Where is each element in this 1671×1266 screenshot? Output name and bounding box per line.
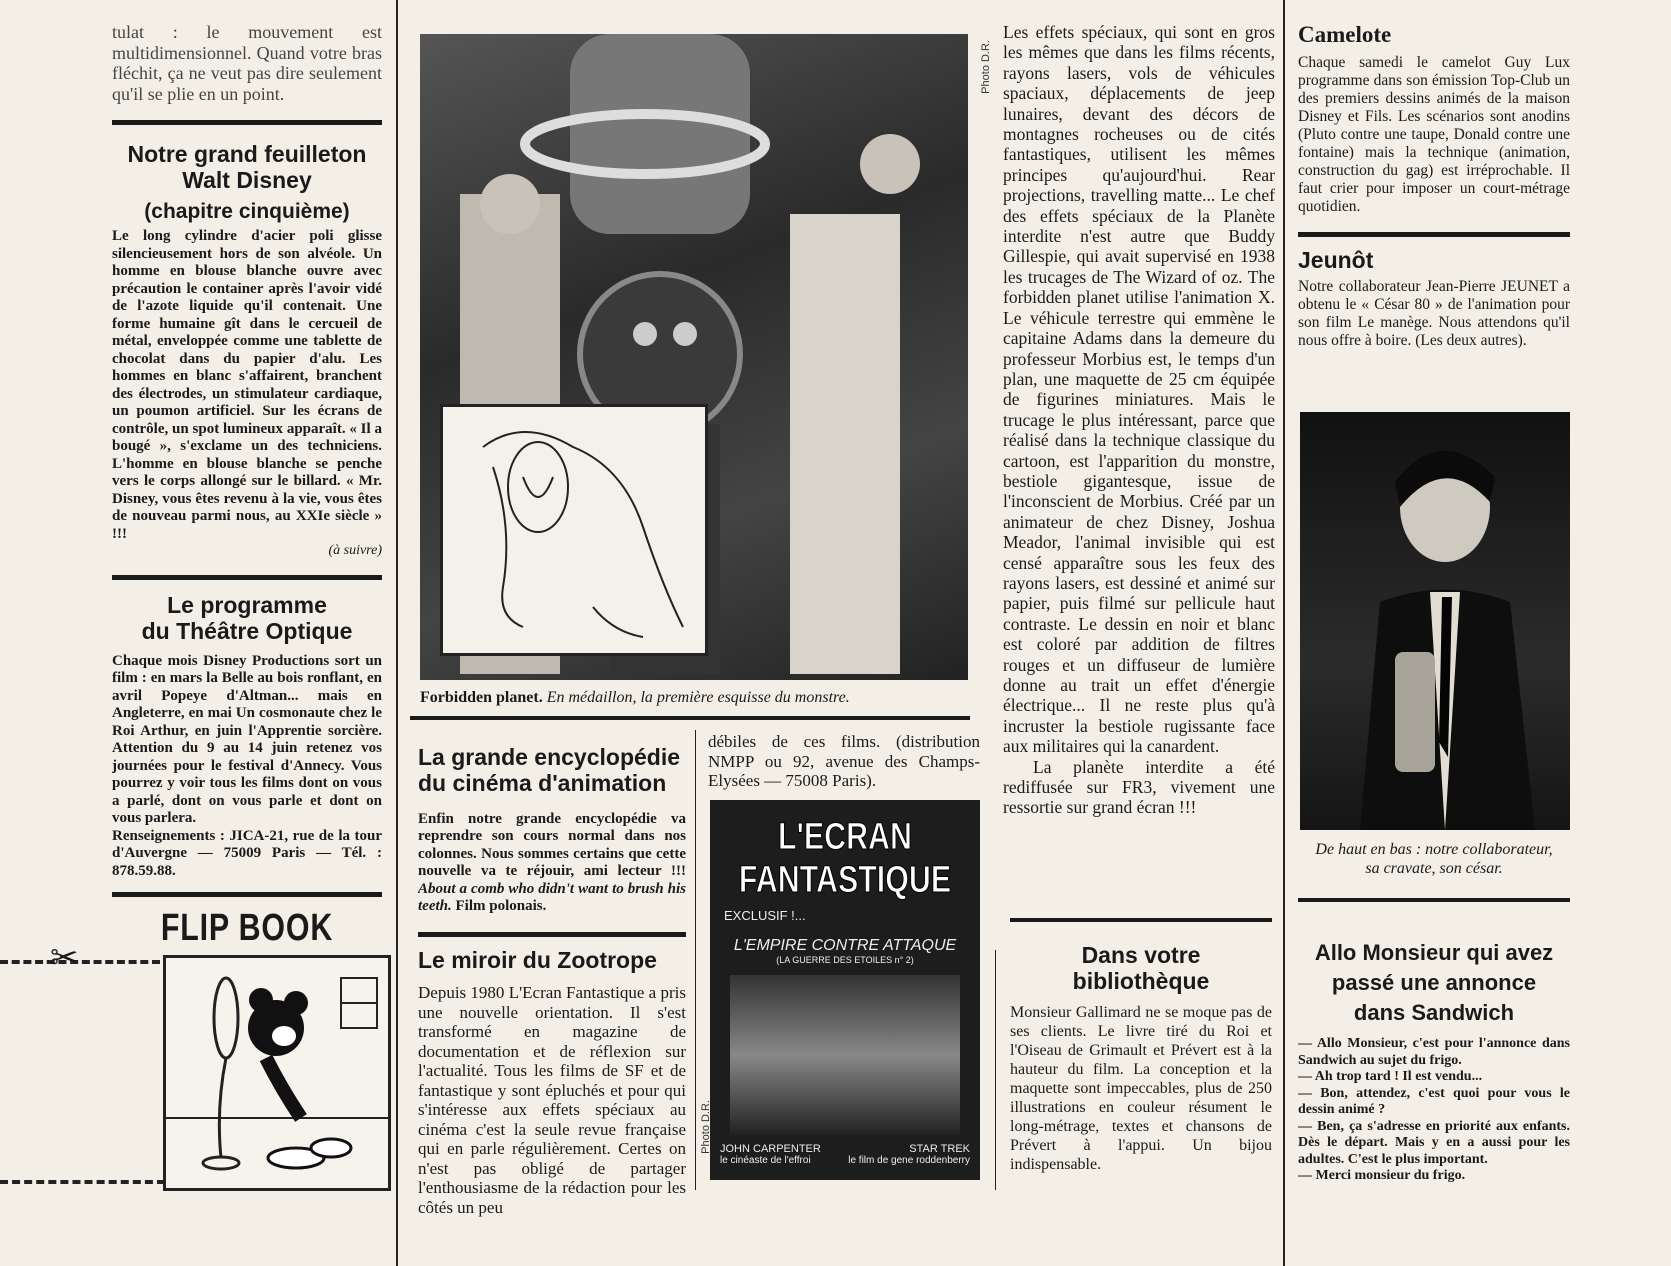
encyclo-body [418,811,686,916]
photo-caption [420,688,980,707]
miroir-body: Depuis 1980 L'Ecran Fantastique a pris une nouvelle orientation. Il s'est transformé en magazine de documentation et de réflexion sur l'actualité. Tous les films de SF et de fantastique y sont épluchés et pour qui s'intéresse aux effets spéciaux au cinéma c'est la seule revue française qui en parle régulièrement. Certes on n'est pas obligé de partager l'enthousiasme de la rédaction pour les côtés un peu [418,983,686,1217]
allo-line: — Allo Monsieur, c'est pour l'annonce dans Sandwich au sujet du frigo. [1298,1036,1570,1068]
cut-line [0,1180,165,1184]
cover-title-line1: L'ECRAN [778,816,912,858]
encyclo-body-italic: About a comb who didn't want to brush his teeth. [418,880,686,915]
encyclo-title-line1: La grande encyclopédie [418,744,681,770]
allo-dialogue [1298,1036,1570,1185]
column-rule [1283,0,1285,1266]
cut-line [0,960,160,964]
allo-line: — Ah trop tard ! Il est vendu... [1298,1069,1483,1084]
intro-text: tulat : le mouvement est multidimensionnel. Quand votre bras fléchit, ça ne veut pas dire seulement qu'il se plie en un point. [112,22,382,104]
flipbook-frame [163,955,391,1191]
encyclo-body-end: Film polonais. [455,898,547,915]
feuilleton-title [112,141,382,194]
cover-headline: L'EMPIRE CONTRE ATTAQUE [733,937,957,954]
cover-left2: le cinéaste de l'effroi [720,1155,811,1166]
feuilleton-title-line1: Notre grand feuilleton [127,141,367,167]
programme-title [112,592,382,645]
camelote-body: Chaque samedi le camelot Guy Lux programme dans son émission Top-Club un des premiers dessins animés de la maison Disney et Fils. Les scénarios sont anodins (Pluto contre une taupe, Donald contre une fontaine) mais la technique (animation, construction du gag) est irréprochable. Il faut crier pour imposer un court-métrage quotidien. [1298,54,1570,216]
cover-exclusif: EXCLUSIF !... [724,908,806,923]
caption-bold: Forbidden planet. [420,689,543,706]
miroir-title: Le miroir du Zootrope [418,946,657,973]
allo-title-line3: dans Sandwich [1353,1000,1515,1025]
divider [112,120,382,125]
feuilleton-subtitle: (chapitre cinquième) [144,199,350,223]
feuilleton-title-line2: Walt Disney [182,167,312,194]
column-2a [418,740,686,1217]
miroir-continued: débiles de ces films. (distribution NMPP ou 92, avenue des Champs-Elysées — 75008 Paris). [708,732,980,790]
photo-credit: Photo D.R. [700,1100,712,1154]
allo-title-line1: Allo Monsieur qui avez [1314,940,1554,965]
allo-title-line2: passé une annonce [1331,970,1537,995]
column-2b [708,732,980,791]
cover-left1: JOHN CARPENTER [720,1143,821,1155]
cover-right1: STAR TREK [909,1143,970,1155]
scissors-icon: ✂ [50,940,79,977]
photo-credit: Photo D.R. [980,40,992,94]
programme-title-line1: Le programme [167,592,327,619]
camelote-title: Camelote [1298,22,1392,47]
cover-right2: le film de gene roddenberry [848,1155,970,1166]
allo-line: — Bon, attendez, c'est quoi pour vous le dessin animé ? [1298,1085,1570,1117]
cover-scene [730,975,960,1135]
column-rule [695,730,696,1190]
effets-body: Les effets spéciaux, qui sont en gros les mêmes que dans les films récents, rayons lasers, vols de véhicules spaciaux, déplacements de jeep lunaires, devant des décors de montagnes rocheuses ou de cités fantastiques, utilisent les mêmes principes qu'aujourd'hui. Rear projections, travelling matte... Le chef des effets spéciaux de la Planète interdite n'est autre que Buddy Gillespie, qui avait supervisé en 1938 les trucages de The Wizard of oz. The forbidden planet utilise l'animation X. Le véhicule terrestre qui emmène le capitaine Adams dans la demeure du professeur Morbius est, le temps d'un plan, une maquette de 25 cm équipée de figurines miniatures. Mais le trucage le plus intéressant, parce que réalisé dans la technique classique du cartoon, est l'apparition du monstre, bestiole gigantesque, issue de l'inconscient de Morbius. Créé par un animateur de chez Disney, Joshua Meador, l'animal invisible qui est censé apparaître sous les feux des rayons lasers, est dessiné et animé sur papier, puis filmé sur pellicule haut contraste. Le dessin en noir et blanc est coloré par addition de filtres rouges et un diffuseur de lumière donne au trait un effet d'énergie électrique... Il ne reste plus qu'à incruster la bestiole rugissante face aux militaires qui la canardent. [1003,22,1275,757]
programme-title-line2: du Théâtre Optique [141,618,353,645]
programme-body: Chaque mois Disney Productions sort un film : en mars la Belle au bois ronflant, en avril Popeye d'Altman... mais en Angleterre, en mai Un cosmonaute chez le Roi Arthur, en juin l'Apprentie sorcière. Attention du 9 au 14 juin retenez vos journées pour le festival d'Annecy. Vous pourrez y voir tous les films dont on vous a parlé, dont on vous parle et dont on vous parlera. [112,652,382,827]
feuilleton-body: Le long cylindre d'acier poli glisse silencieusement hors de son alvéole. Un homme en blouse blanche ouvre avec précaution le container après l'avoir vidé de l'azote liquide qu'il contenait. Une forme humaine gît dans le cercueil de métal, enveloppée comme une tablette de chocolat dans du papier d'alu. Les hommes en blanc s'affairent, branchent des électrodes, un stimulateur cardiaque, un poumon artificiel. Sur les écrans de contrôle, un spot lumineux apparaît. « Il a bougé », s'exclame un des techniciens. L'homme en blouse blanche se penche vers le corps allongé sur le billard. « Mr. Disney, vous êtes revenu à la vie, vous êtes de nouveau parmi nous, au XXIe siècle » !!! [112,228,382,542]
cover-sub: (LA GUERRE DES ETOILES n° 2) [776,955,914,965]
monster-sketch-inset [440,404,708,656]
column-4 [1298,22,1570,350]
biblio-title-line1: Dans votre [1081,942,1201,968]
divider [410,716,970,720]
programme-info: Renseignements : JICA-21, rue de la tour d'Auvergne — 75009 Paris — Tél. : 878.59.88. [112,827,382,879]
column-3 [1003,22,1275,818]
divider [1010,918,1272,922]
jeunet-caption-line1: De haut en bas : notre collaborateur, [1315,841,1553,858]
divider [112,892,382,897]
divider [1298,232,1570,237]
allo-line: — Ben, ça s'adresse en priorité aux enfants. Dès le départ. Mais y en a aussi pour les adultes. C'est le plus important. [1298,1118,1570,1167]
column-1 [112,0,382,951]
jeunet-caption-line2: sa cravate, son césar. [1365,860,1503,877]
encyclo-title [418,744,686,797]
jeunot-title: Jeunôt [1298,247,1374,274]
jeunet-photo [1300,412,1570,830]
column-rule [396,0,398,1266]
biblio-title [1010,942,1272,995]
divider [112,575,382,580]
magazine-cover [710,800,980,1180]
divider [418,932,686,937]
divider [1298,898,1570,902]
caption-italic: En médaillon, la première esquisse du monstre. [546,689,850,706]
forbidden-planet-photo [420,34,968,680]
flipbook-title: FLIP BOOK [160,907,334,950]
encyclo-body-main: Enfin notre grande encyclopédie va reprendre son cours normal dans nos colonnes. Nous sommes certains que cette nouvelle va te réjouir, ami lecteur !!! [418,810,686,880]
jeunot-body: Notre collaborateur Jean-Pierre JEUNET a obtenu le « César 80 » de l'animation pour son film Le manège. Nous attendons qu'il nous offre à boire. (Les deux autres). [1298,277,1570,349]
encyclo-title-line2: du cinéma d'animation [418,770,667,797]
biblio-body: Monsieur Gallimard ne se moque pas de ses clients. Le livre tiré du Roi et l'Oiseau de Grimault et Prévert est à la hauteur du film. La conception et la maquette sont impeccables, plus de 250 illustrations en couleur résument le long-métrage, textes et chansons de Prévert à l'appui. Un bijou indispensable. [1010,1003,1272,1173]
column-3b [1010,942,1272,1174]
biblio-title-line2: bibliothèque [1072,968,1210,995]
column-4b [1298,938,1570,1185]
effets-body2: La planète interdite a été rediffusée sur FR3, vivement une ressortie sur grand écran !!! [1003,756,1275,818]
allo-title [1298,938,1570,1028]
jeunet-caption [1298,840,1570,878]
flipbook-drawing [166,958,388,1188]
feuilleton-suivre: (à suivre) [328,543,382,559]
column-rule [995,950,996,1190]
allo-line: — Merci monsieur du frigo. [1298,1168,1466,1183]
cover-footer [710,1135,980,1166]
cover-title-line2: FANTASTIQUE [738,859,952,901]
